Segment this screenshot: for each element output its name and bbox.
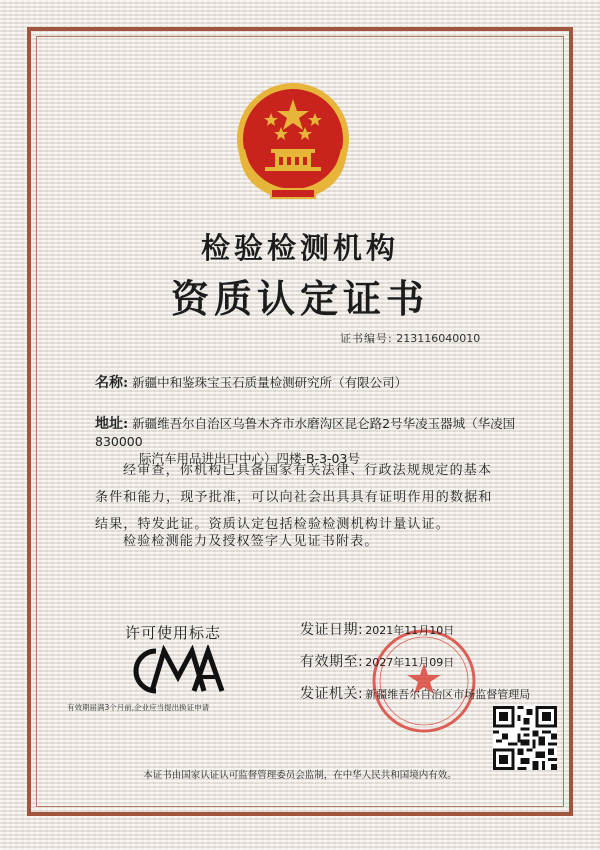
cma-mark-text: CMA: [130, 645, 133, 646]
approval-paragraph: 经审查，你机构已具备国家有关法律、行政法规规定的基本条件和能力，现予批准，可以向社会出具具有证明作用的数据和结果，特发此证。资质认定包括检验检测机构计量认证。: [95, 463, 493, 532]
qr-code-icon[interactable]: [493, 706, 557, 770]
institution-name: [95, 372, 407, 392]
official-seal-icon: [370, 627, 478, 735]
name-value: 新疆中和鉴珠宝玉石质量检测研究所（有限公司）: [132, 375, 408, 390]
issuer-value: 新疆维吾尔自治区市场监督管理局: [365, 688, 531, 701]
name-label: 名称:: [95, 375, 129, 391]
renewal-note: 有效期届满3个月前,企业应当提出换证申请: [67, 703, 210, 712]
valid-until-value: 2027年11月09日: [365, 656, 455, 669]
issuing-authority: [300, 683, 530, 703]
cma-mark-icon: [130, 645, 226, 697]
valid-until: [300, 651, 454, 671]
address-line-2: 际汽车用品进出口中心）四楼-B-3-03号: [139, 451, 360, 466]
address-label: 地址:: [95, 416, 129, 432]
certificate-number: [340, 330, 480, 346]
title-line-2: 资质认定证书: [170, 276, 429, 321]
issue-date: [300, 619, 454, 639]
permit-mark-title: 许可使用标志: [125, 624, 222, 642]
valid-until-label: 有效期至:: [300, 654, 364, 670]
title-line-1: 检验检测机构: [200, 231, 399, 265]
certificate-number-value: 213116040010: [396, 332, 481, 345]
issue-date-label: 发证日期:: [300, 622, 364, 638]
issue-date-value: 2021年11月10日: [365, 624, 455, 637]
certificate-number-label: 证书编号:: [340, 332, 393, 345]
issuer-label: 发证机关:: [300, 686, 364, 702]
footer-statement: 本证书由国家认证认可监督管理委员会监制，在中华人民共和国境内有效。: [143, 770, 457, 781]
national-emblem-icon: [231, 79, 355, 203]
annex-paragraph: 检验检测能力及授权签字人见证书附表。: [123, 534, 379, 549]
address-line-1: 新疆维吾尔自治区乌鲁木齐市水磨沟区昆仑路2号华凌玉器城（华凌国 830000: [95, 416, 516, 449]
